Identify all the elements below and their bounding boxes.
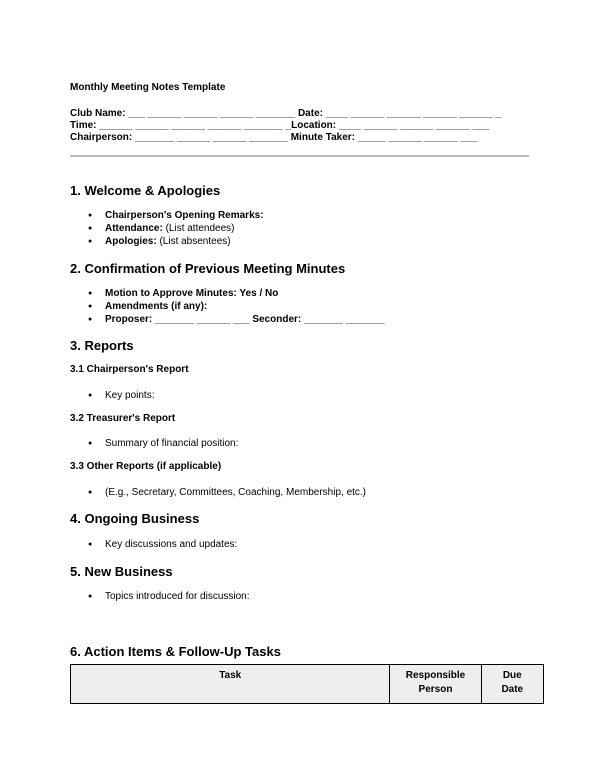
list-item: ● Topics introduced for discussion: [88, 590, 250, 603]
list-item: ● Summary of financial position: [88, 437, 238, 450]
list-item: ● Amendments (if any): [88, 300, 385, 313]
subsection-3-1-heading: 3.1 Chairperson's Report [70, 364, 189, 375]
list-item: ● Key points: [88, 389, 154, 402]
header-divider [70, 155, 529, 157]
section-3-heading: 3. Reports [70, 338, 134, 353]
list-item: ● Motion to Approve Minutes: Yes / No [88, 287, 385, 300]
subsection-3-3-list [88, 486, 366, 499]
section-1-heading: 1. Welcome & Apologies [70, 183, 221, 198]
meta-line-time-location: Time: ______ ______ ______ ______ _______ _Location: ____ ______ ______ ______ ___ [70, 120, 490, 131]
list-item: ● (E.g., Secretary, Committees, Coaching, Membership, etc.) [88, 486, 366, 499]
section-5-heading: 5. New Business [70, 564, 173, 579]
subsection-3-3-heading: 3.3 Other Reports (if applicable) [70, 461, 222, 472]
section-4-heading: 4. Ongoing Business [70, 511, 200, 526]
section-2-list [88, 287, 385, 326]
table-header-row [71, 665, 544, 704]
column-header-responsible-person: Responsible Person [390, 665, 481, 704]
subsection-3-1-list [88, 389, 154, 402]
subsection-3-2-list [88, 437, 238, 450]
meta-line-chair-minute-taker: Chairperson: _______ ______ ______ _______ Minute Taker: _____ ______ ______ ___ [70, 132, 478, 143]
meta-line-club-date: Club Name: ___ ______ ______ ______ _______ Date: ____ ______ ______ ______ ______ _ [70, 108, 501, 119]
column-header-task: Task [71, 665, 390, 704]
section-2-heading: 2. Confirmation of Previous Meeting Minutes [70, 261, 346, 276]
list-item: ● Key discussions and updates: [88, 538, 237, 551]
section-5-list [88, 590, 250, 603]
action-items-table [70, 664, 544, 704]
section-4-list [88, 538, 237, 551]
list-item: ● Chairperson's Opening Remarks: [88, 209, 264, 222]
section-1-list [88, 209, 264, 248]
list-item: ● Proposer: _______ ______ ___ Seconder: _______ _______ [88, 313, 385, 326]
list-item: ● Apologies: (List absentees) [88, 235, 264, 248]
list-item: ● Attendance: (List attendees) [88, 222, 264, 235]
subsection-3-2-heading: 3.2 Treasurer's Report [70, 413, 176, 424]
document-title: Monthly Meeting Notes Template [70, 82, 226, 93]
section-6-heading: 6. Action Items & Follow-Up Tasks [70, 644, 281, 659]
column-header-due-date: Due Date [481, 665, 543, 704]
